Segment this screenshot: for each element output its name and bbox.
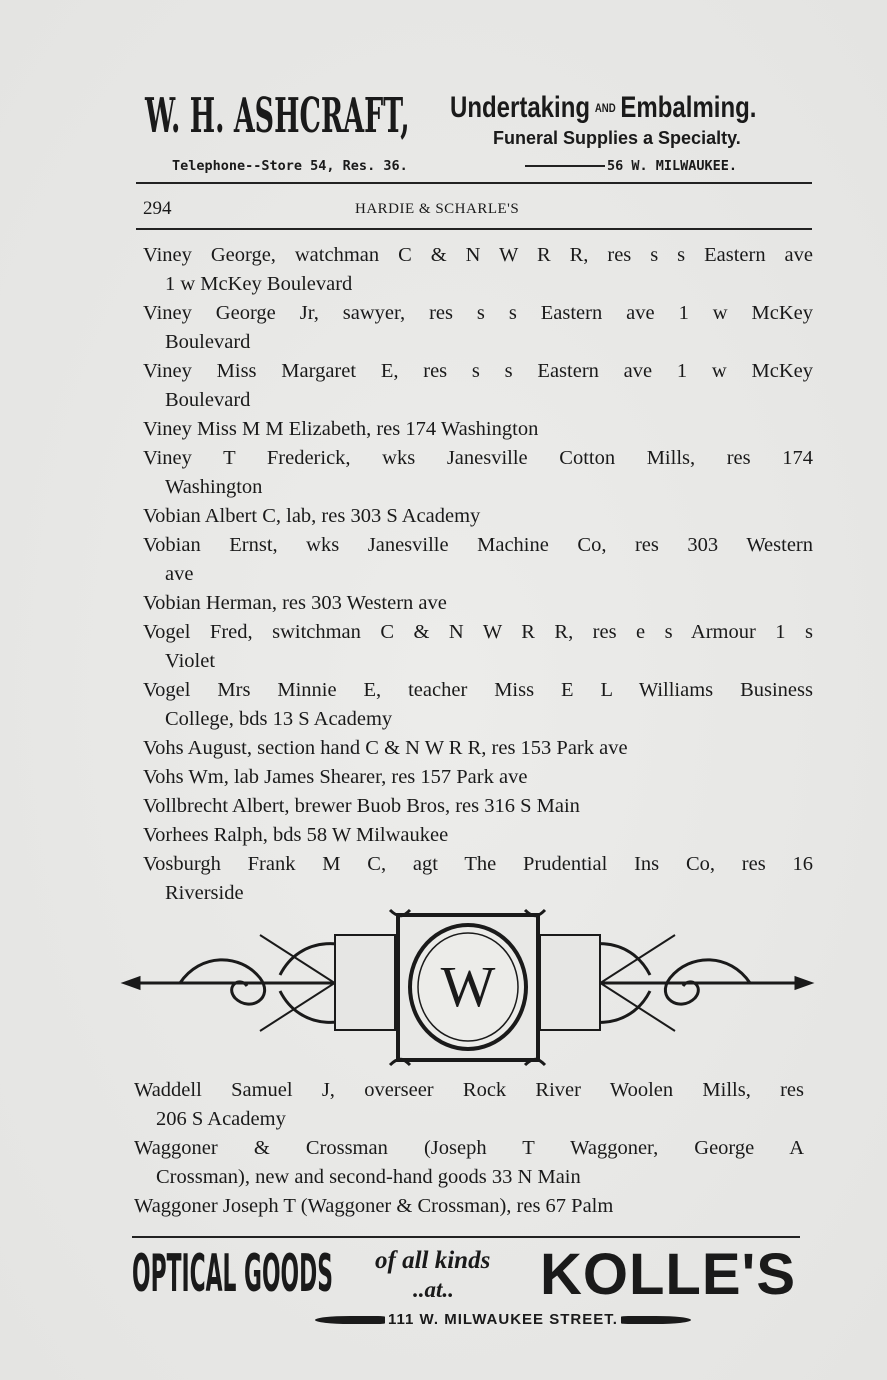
entry-line: Vogel Fred, switchman C & N W R R, res e s Armour 1 s [143,621,813,643]
directory-entry [143,415,813,444]
entry-line: Viney George, watchman C & N W R R, res s s Eastern ave [143,244,813,266]
entry-line: Viney T Frederick, wks Janesville Cotton Mills, res 174 [143,447,813,469]
entry-continuation-line: Violet [165,650,216,672]
entry-line: Waddell Samuel J, overseer Rock River Woolen Mills, res [134,1079,804,1101]
ad-services [450,92,756,124]
entry-line: Vohs August, section hand C & N W R R, res 153 Park ave [143,737,628,759]
directory-entry [143,357,813,415]
entry-line: Vobian Herman, res 303 Western ave [143,592,447,614]
ad-optical-goods: OPTICAL GOODS [132,1244,333,1304]
directory-entry [143,589,813,618]
swash-left-icon [315,1316,385,1324]
directory-entry [143,531,813,589]
ad-service-left: Undertaking [450,91,591,124]
entry-line: Vobian Albert C, lab, res 303 S Academy [143,505,481,527]
directory-entry [134,1076,804,1134]
directory-entry [143,734,813,763]
ad-of-all-kinds: of all kinds [375,1247,491,1274]
entry-line: Vorhees Ralph, bds 58 W Milwaukee [143,824,449,846]
directory-entry [134,1134,804,1192]
entry-continuation-line: Boulevard [165,331,251,353]
ad-service-right: Embalming. [620,91,757,124]
entry-line: Viney Miss Margaret E, res s s Eastern ave 1 w McKey [143,360,813,382]
header-rule [136,228,812,230]
entry-continuation-line: Crossman), new and second-hand goods 33 N Main [156,1166,581,1188]
top-rule [136,182,812,184]
ashcraft-advertisement [140,88,815,178]
ad-address: 56 W. MILWAUKEE. [607,158,738,174]
entry-line: Vogel Mrs Minnie E, teacher Miss E L Williams Business [143,679,813,701]
ad-tagline: Funeral Supplies a Specialty. [493,128,741,148]
entry-line: Viney George Jr, sawyer, res s s Eastern ave 1 w McKey [143,302,813,324]
entry-continuation-line: Riverside [165,882,244,904]
arrow-line-icon [525,165,605,167]
entry-continuation-line: 1 w McKey Boulevard [165,273,353,295]
entry-line: Vosburgh Frank M C, agt The Prudential Ins Co, res 16 [143,853,813,875]
running-title: HARDIE & SCHARLE'S [355,201,520,217]
ad-service-and: AND [594,101,616,115]
directory-entries-v [143,241,813,908]
bottom-rule [132,1236,800,1238]
directory-entry [143,618,813,676]
section-w-ornament [120,905,815,1070]
ad-business-name: W. H. ASHCRAFT, [145,88,410,144]
directory-entry [143,763,813,792]
entry-continuation-line: Washington [165,476,263,498]
ad-address-block [525,158,737,174]
entry-line: Vohs Wm, lab James Shearer, res 157 Park ave [143,766,528,788]
entry-line: Vollbrecht Albert, brewer Buob Bros, res 316 S Main [143,795,580,817]
directory-entry [134,1192,804,1221]
directory-entry [143,241,813,299]
ad-street: 111 W. MILWAUKEE STREET. [388,1311,618,1328]
ad-telephone: Telephone--Store 54, Res. 36. [172,158,408,174]
section-letter: W [440,954,496,1019]
entry-continuation-line: ave [165,563,194,585]
entry-line: Waggoner Joseph T (Waggoner & Crossman), res 67 Palm [134,1195,614,1217]
directory-entry [143,792,813,821]
entry-continuation-line: 206 S Academy [156,1108,286,1130]
entry-continuation-line: Boulevard [165,389,251,411]
directory-entry [143,502,813,531]
swash-right-icon [621,1316,691,1324]
entry-continuation-line: College, bds 13 S Academy [165,708,393,730]
directory-entry [143,444,813,502]
entry-line: Vobian Ernst, wks Janesville Machine Co, res 303 Western [143,534,813,556]
entry-line: Viney Miss M M Elizabeth, res 174 Washington [143,418,539,440]
directory-entry [143,821,813,850]
directory-entry [143,676,813,734]
ad-street-block [312,1311,694,1329]
entry-line: Waggoner & Crossman (Joseph T Waggoner, George A [134,1137,804,1159]
kolle-advertisement [130,1243,810,1338]
page-number: 294 [143,198,172,219]
directory-entry [143,299,813,357]
directory-entries-w [134,1076,804,1221]
directory-entry [143,850,813,908]
ad-at: ..at.. [413,1277,454,1302]
ad-store-name: KOLLE'S [540,1242,797,1307]
